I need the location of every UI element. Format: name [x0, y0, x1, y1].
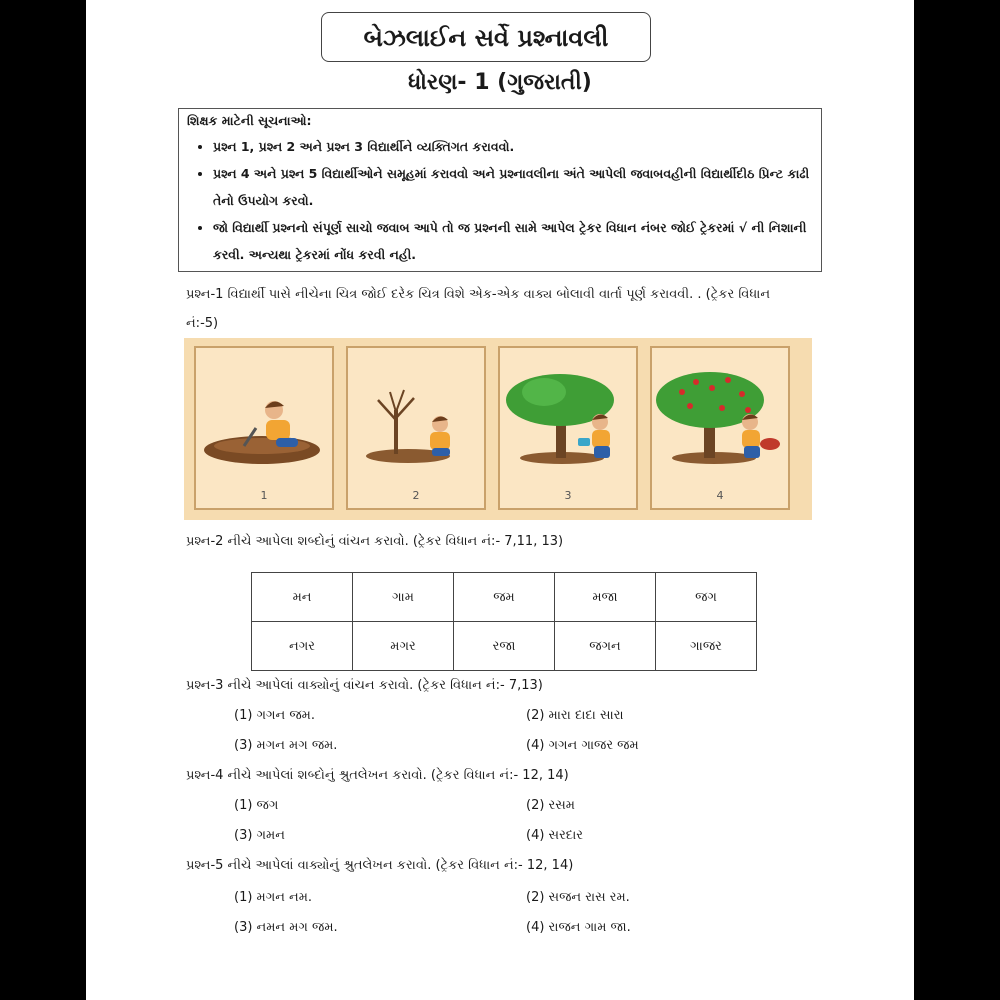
list-item: (4) રાજન ગામ જા.: [526, 920, 631, 935]
table-cell: નગર: [252, 622, 353, 671]
list-item: (3) નમન મગ જમ.: [234, 920, 338, 935]
table-cell: ગાજર: [656, 622, 757, 671]
instructions-list: [187, 133, 813, 268]
table-cell: મજા: [555, 573, 656, 622]
list-item: (1) ગગન જમ.: [234, 708, 315, 723]
table-cell: જગ: [656, 573, 757, 622]
list-item: (2) મારા દાદા સારા: [526, 708, 624, 723]
boy-digging-illustration: [196, 348, 332, 508]
question-5: પ્રશ્ન-5 નીચે આપેલાં વાક્યોનું શ્રુતલેખન કરાવો. (ટ્રેકર વિધાન નં:- 12, 14): [186, 858, 574, 873]
list-item: (2) રસમ: [526, 798, 575, 813]
table-cell: ગામ: [353, 573, 454, 622]
bare-tree-illustration: [348, 348, 484, 508]
table-cell: જમ: [454, 573, 555, 622]
worksheet-page: [86, 0, 914, 1000]
list-item: (1) મગન નમ.: [234, 890, 313, 905]
story-panel-2: [346, 346, 486, 510]
question-3: પ્રશ્ન-3 નીચે આપેલાં વાક્યોનું વાંચન કરાવો. (ટ્રેકર વિધાન નં:- 7,13): [186, 678, 543, 693]
list-item: (3) ગમન: [234, 828, 285, 843]
instruction-item: • પ્રશ્ન 4 અને પ્રશ્ન 5 વિદ્યાર્થીઓને સમૂહમાં કરાવવો અને પ્રશ્નાવલીના અંતે આપેલી જવાબવહીની વિદ્યાર્થીદીઠ પ્રિન્ટ કાઢી તેનો ઉપયોગ કરવો.: [213, 160, 813, 214]
question-2: પ્રશ્ન-2 નીચે આપેલા શબ્દોનું વાંચન કરાવો. (ટ્રેકર વિધાન નં:- 7,11, 13): [186, 534, 564, 549]
page-subtitle: ધોરણ- 1 (ગુજરાતી): [408, 70, 592, 95]
panel-number: 2: [412, 489, 420, 502]
page-title: બેઝલાઈન સર્વે પ્રશ્નાવલી: [321, 12, 651, 62]
table-cell: રજા: [454, 622, 555, 671]
list-item: (4) ગગન ગાજર જમ: [526, 738, 639, 753]
table-row: [252, 573, 757, 622]
story-panel-1: [194, 346, 334, 510]
panel-number: 4: [716, 489, 724, 502]
story-picture-strip: [184, 338, 812, 520]
green-tree-illustration: [500, 348, 636, 508]
panel-number: 3: [564, 489, 572, 502]
list-item: (1) જગ: [234, 798, 279, 813]
fruit-tree-illustration: [652, 348, 788, 508]
word-reading-table: [251, 572, 757, 671]
table-cell: મગર: [353, 622, 454, 671]
list-item: (4) સરદાર: [526, 828, 583, 843]
question-1: પ્રશ્ન-1 વિદ્યાર્થી પાસે નીચેના ચિત્ર જોઈ દરેક ચિત્ર વિશે એક-એક વાક્ય બોલાવી વાર્તા પૂર્ણ કરાવવી. . (ટ્રેકર વિધાન નં:-5): [186, 287, 771, 331]
question-4: પ્રશ્ન-4 નીચે આપેલાં શબ્દોનું શ્રુતલેખન કરાવો. (ટ્રેકર વિધાન નં:- 12, 14): [186, 768, 569, 783]
table-cell: જગન: [555, 622, 656, 671]
table-cell: મન: [252, 573, 353, 622]
list-item: (2) સજન રાસ રમ.: [526, 890, 630, 905]
instructions-heading: શિક્ષક માટેની સૂચનાઓ:: [187, 113, 312, 128]
story-panel-3: [498, 346, 638, 510]
story-panel-4: [650, 346, 790, 510]
instruction-item: • પ્રશ્ન 1, પ્રશ્ન 2 અને પ્રશ્ન 3 વિદ્યાર્થીને વ્યક્તિગત કરાવવો.: [213, 133, 813, 160]
instruction-item: • જો વિદ્યાર્થી પ્રશ્નનો સંપૂર્ણ સાચો જવાબ આપે તો જ પ્રશ્નની સામે આપેલ ટ્રેકર વિધાન નંબર જોઈ ટ્રેકરમાં √ ની નિશાની કરવી. અન્યથા ટ્રેકરમાં નોંધ કરવી નહી.: [213, 214, 813, 268]
list-item: (3) મગન મગ જમ.: [234, 738, 338, 753]
table-row: [252, 622, 757, 671]
panel-number: 1: [260, 489, 268, 502]
teacher-instructions-box: [178, 108, 822, 272]
